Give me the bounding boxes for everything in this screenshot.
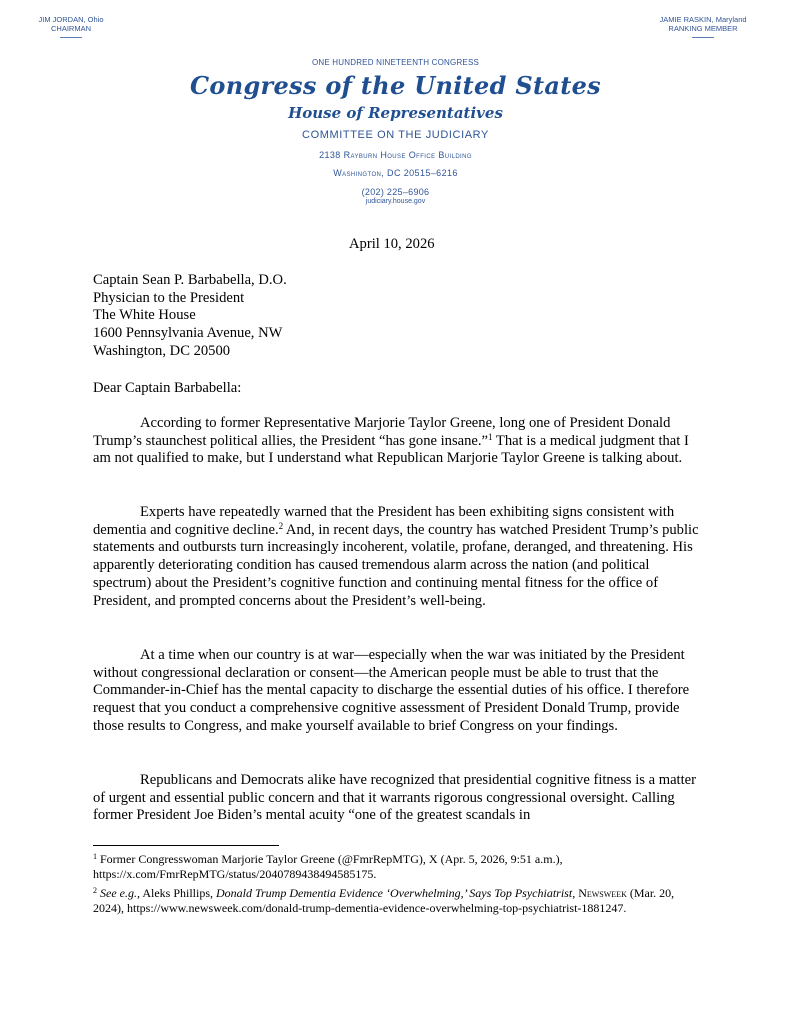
recipient-line: Captain Sean P. Barbabella, D.O. bbox=[93, 272, 287, 288]
footnote-separator-text: , bbox=[572, 886, 579, 900]
paragraph-text: According to former Representative Marjorie Taylor Greene, long one of President Donald Trump’s staunchest political allies, the President “has gone insane.” bbox=[93, 415, 671, 449]
paragraph-2 bbox=[93, 504, 705, 610]
ranking-member-rule bbox=[692, 37, 714, 38]
paragraph-text: That is a medical judgment that I am not qualified to make, but I understand what Republican Marjorie Taylor Greene is talking about. bbox=[93, 432, 689, 467]
congress-number: ONE HUNDRED NINETEENTH CONGRESS bbox=[311, 58, 480, 67]
footnote-article-title: Donald Trump Dementia Evidence ‘Overwhelming,’ Says Top Psychiatrist bbox=[216, 886, 573, 900]
recipient-line: Washington, DC 20500 bbox=[93, 342, 231, 359]
footnote-1 bbox=[93, 852, 705, 882]
paragraph-4: Republicans and Democrats alike have recognized that presidential cognitive fitness is a matter of urgent and essential public concern and that it warrants rigorous congressional oversight. Calling former President Joe Biden’s mental acuity “one of the greatest scandals in bbox=[93, 772, 696, 824]
committee-address: 2138 Rayburn House Office Building bbox=[319, 150, 472, 160]
paragraph-1 bbox=[93, 415, 705, 468]
footnote-number: 1 bbox=[93, 852, 97, 861]
committee-city: Washington, DC 20515–6216 bbox=[333, 168, 458, 178]
salutation: Dear Captain Barbabella: bbox=[93, 380, 242, 396]
ranking-member-title: RANKING MEMBER bbox=[668, 24, 738, 33]
paragraph-text: And, in recent days, the country has watched President Trump’s public statements and outbursts turn increasingly incoherent, volatile, profane, deranged, and threatening. His apparently deteriorating condition has caused tremendous alarm across the nation (and political spectrum) about the President’s cognitive function and continuing mental fitness for the office of President, and prompted concerns about the President’s well-being. bbox=[93, 521, 699, 609]
footnote-text: Former Congresswoman Marjorie Taylor Greene (@FmrRepMTG), X (Apr. 5, 2026, 9:51 a.m.), https://x.com/FmrRepMTG/status/2040789438494585175. bbox=[93, 852, 563, 881]
chairman-name: JIM JORDAN, Ohio bbox=[38, 15, 104, 24]
footnote-publication: Newsweek bbox=[578, 886, 627, 900]
committee-website[interactable]: judiciary.house.gov bbox=[365, 198, 426, 205]
chairman-rule bbox=[60, 37, 82, 38]
committee-name: COMMITTEE ON THE JUDICIARY bbox=[302, 129, 489, 141]
footnote-2 bbox=[93, 886, 705, 916]
footnote-separator bbox=[93, 845, 279, 846]
footnote-ref-2[interactable]: 2 bbox=[278, 520, 284, 531]
ranking-member-name: JAMIE RASKIN, Maryland bbox=[659, 15, 747, 24]
chairman-title: CHAIRMAN bbox=[50, 24, 91, 33]
committee-phone: (202) 225–6906 bbox=[361, 187, 430, 197]
letterhead-title: Congress of the United States bbox=[189, 71, 601, 100]
footnote-number: 2 bbox=[93, 886, 97, 895]
recipient-line: 1600 Pennsylvania Avenue, NW bbox=[93, 325, 283, 342]
footnote-signal: See e.g., bbox=[97, 886, 140, 900]
paragraph-text: Experts have repeatedly warned that the President has been exhibiting signs consistent with dementia and cognitive decline. bbox=[93, 504, 675, 538]
recipient-address bbox=[93, 272, 287, 361]
paragraph-3: At a time when our country is at war—especially when the war was initiated by the President without congressional declaration or consent—the American people must be able to trust that the Commander-in-Chief has the mental capacity to discharge the essential duties of his office. I therefore request that you conduct a comprehensive cognitive assessment of President Donald Trump, provide those results to Congress, and make yourself available to brief Congress on your findings. bbox=[93, 647, 690, 734]
footnote-text: (Mar. 20, 2024), https://www.newsweek.com/donald-trump-dementia-evidence-overwhelming-top-psychiatrist-1881247. bbox=[93, 886, 675, 915]
ranking-member-block bbox=[648, 15, 758, 38]
footnote-author: Aleks Phillips, bbox=[139, 886, 216, 900]
letter-date: April 10, 2026 bbox=[349, 236, 435, 252]
recipient-line: The White House bbox=[93, 307, 196, 324]
footnote-ref-1[interactable]: 1 bbox=[488, 431, 493, 442]
chairman-block bbox=[28, 15, 114, 38]
letterhead-chamber: House of Representatives bbox=[288, 104, 503, 122]
recipient-line: Physician to the President bbox=[93, 289, 245, 306]
